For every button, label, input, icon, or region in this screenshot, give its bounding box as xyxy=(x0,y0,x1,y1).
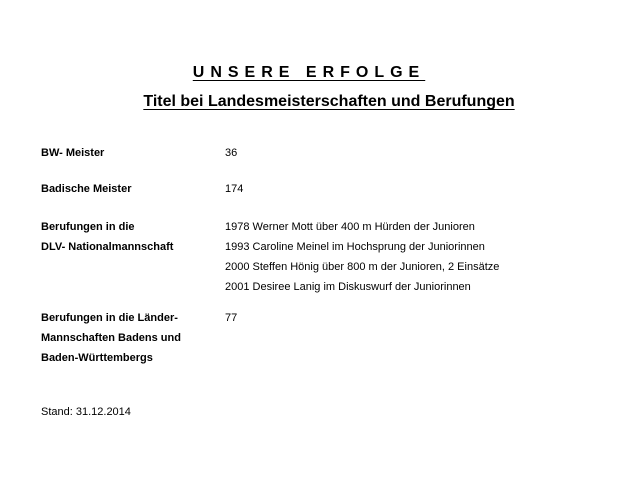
row-value xyxy=(225,308,237,328)
page-title: UNSERE ERFOLGE xyxy=(192,64,426,81)
row-value-line: 77 xyxy=(225,312,238,324)
row-label-line: Badische Meister xyxy=(41,183,132,195)
row-label-line: Mannschaften Badens und xyxy=(41,332,181,344)
row-value xyxy=(225,179,243,199)
row-label-line: BW- Meister xyxy=(41,147,105,159)
row-value-line: 2001 Desiree Lanig im Diskuswurf der Juniorinnen xyxy=(225,281,471,293)
row-label xyxy=(41,308,221,368)
row-value-line: 1993 Caroline Meinel im Hochsprung der Juniorinnen xyxy=(225,241,485,253)
stand-date: Stand: 31.12.2014 xyxy=(41,406,131,418)
row-label xyxy=(41,217,221,257)
row-value-line: 36 xyxy=(225,147,238,159)
row-label-line: Berufungen in die xyxy=(41,221,135,233)
row-label xyxy=(41,179,221,199)
row-label-line: DLV- Nationalmannschaft xyxy=(41,241,174,253)
row-value xyxy=(225,143,237,163)
row-value-line: 174 xyxy=(225,183,244,195)
page-subtitle: Titel bei Landesmeisterschaften und Berufungen xyxy=(143,93,515,110)
row-label xyxy=(41,143,221,163)
row-label-line: Baden-Württembergs xyxy=(41,352,153,364)
row-value-line: 2000 Steffen Hönig über 800 m der Junioren, 2 Einsätze xyxy=(225,261,500,273)
row-value xyxy=(225,217,499,297)
row-value-line: 1978 Werner Mott über 400 m Hürden der Junioren xyxy=(225,221,475,233)
row-label-line: Berufungen in die Länder- xyxy=(41,312,178,324)
